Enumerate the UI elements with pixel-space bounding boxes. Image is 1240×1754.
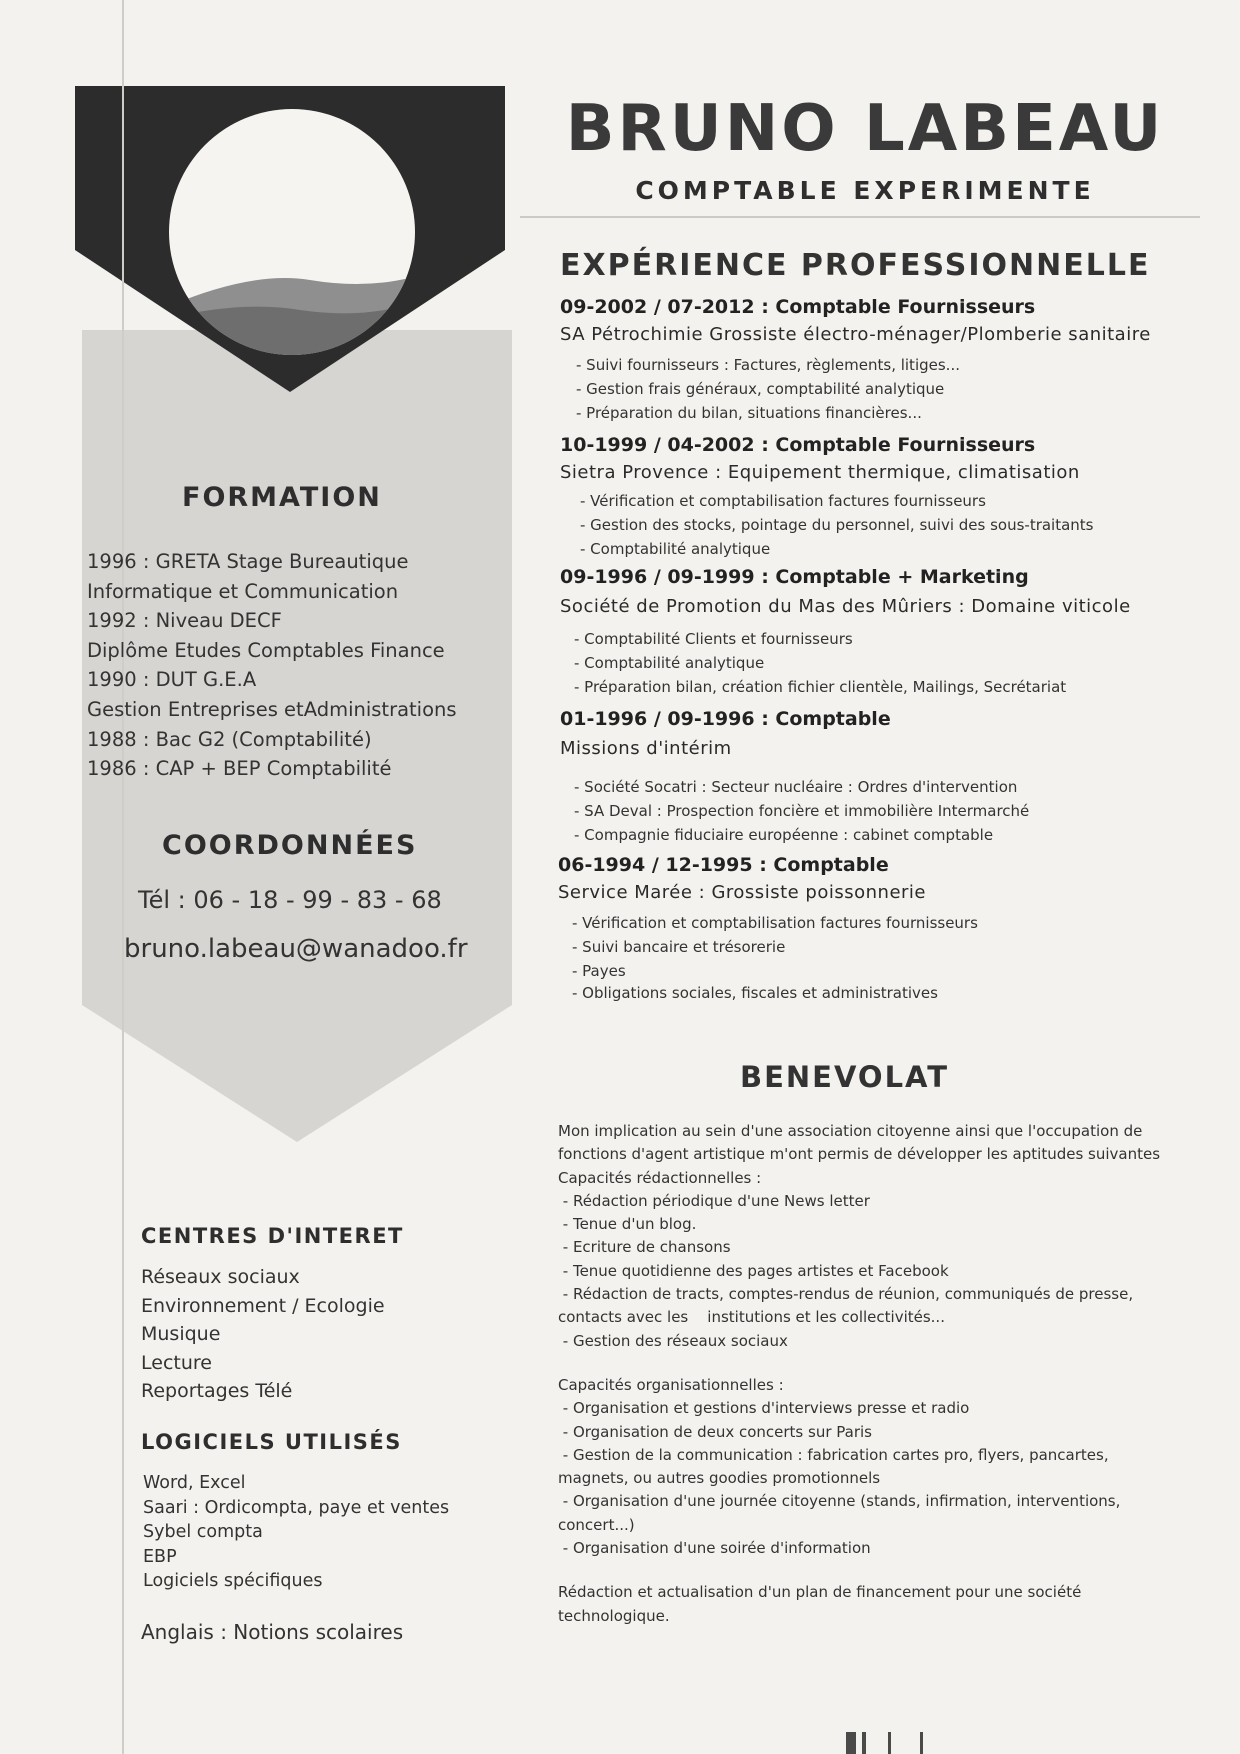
formation-line: Informatique et Communication xyxy=(87,579,399,603)
experience-section-title: EXPÉRIENCE PROFESSIONNELLE xyxy=(560,248,1151,283)
volunteer-line: technologique. xyxy=(558,1606,670,1625)
scan-mark xyxy=(888,1732,891,1754)
formation-line: Gestion Entreprises etAdministrations xyxy=(87,697,457,721)
volunteer-line: - Tenue d'un blog. xyxy=(558,1215,697,1234)
volunteer-line: - Organisation d'une soirée d'information xyxy=(558,1539,871,1558)
formation-line: 1992 : Niveau DECF xyxy=(87,609,282,633)
job-entry xyxy=(558,854,1210,1008)
job-task: - Vérification et comptabilisation factures fournisseurs xyxy=(572,914,978,932)
volunteer-line: concert...) xyxy=(558,1515,635,1534)
interests-section-title: CENTRES D'INTERET xyxy=(141,1224,404,1248)
formation-line: 1990 : DUT G.E.A xyxy=(87,668,257,692)
interest-item: Reportages Télé xyxy=(141,1380,293,1402)
volunteer-line: Capacités rédactionnelles : xyxy=(558,1168,762,1187)
volunteer-section-title: BENEVOLAT xyxy=(740,1060,950,1094)
volunteer-line: - Organisation d'une journée citoyenne (stands, infirmation, interventions, xyxy=(558,1492,1121,1511)
job-employer: Sietra Provence : Equipement thermique, climatisation xyxy=(560,462,1080,483)
candidate-name: BRUNO LABEAU xyxy=(565,92,1165,166)
software-section-title: LOGICIELS UTILISÉS xyxy=(141,1430,402,1454)
job-task: - Compagnie fiduciaire européenne : cabinet comptable xyxy=(574,826,994,844)
job-employer: SA Pétrochimie Grossiste électro-ménager/Plomberie sanitaire xyxy=(560,324,1151,345)
interest-item: Réseaux sociaux xyxy=(141,1266,300,1288)
language-skill: Anglais : Notions scolaires xyxy=(141,1620,404,1644)
formation-line: 1988 : Bac G2 (Comptabilité) xyxy=(87,727,372,751)
software-item: Logiciels spécifiques xyxy=(143,1571,323,1591)
volunteer-line: - Rédaction périodique d'une News letter xyxy=(558,1191,870,1210)
job-task: - Préparation bilan, création fichier clientèle, Mailings, Secrétariat xyxy=(574,678,1067,696)
volunteer-line: - Organisation de deux concerts sur Paris xyxy=(558,1422,872,1441)
job-task: - Comptabilité Clients et fournisseurs xyxy=(574,630,853,648)
software-list xyxy=(143,1473,449,1596)
volunteer-line: contacts avec les institutions et les collectivités... xyxy=(558,1308,945,1327)
job-employer: Société de Promotion du Mas des Mûriers : Domaine viticole xyxy=(560,596,1131,617)
job-task: - Obligations sociales, fiscales et administratives xyxy=(572,984,938,1002)
volunteer-line xyxy=(558,1562,1208,1583)
interest-item: Lecture xyxy=(141,1351,212,1374)
job-task: - Gestion frais généraux, comptabilité analytique xyxy=(576,380,945,398)
formation-section-title: FORMATION xyxy=(182,482,382,513)
volunteer-line: - Tenue quotidienne des pages artistes et Facebook xyxy=(558,1261,949,1280)
job-title: COMPTABLE EXPERIMENTE xyxy=(635,176,1095,205)
experience-list xyxy=(560,296,1210,1008)
job-entry xyxy=(560,434,1210,566)
volunteer-line: - Rédaction de tracts, comptes-rendus de réunion, communiqués de presse, xyxy=(558,1285,1134,1304)
software-item: Sybel compta xyxy=(143,1522,263,1542)
software-item: Saari : Ordicompta, paye et ventes xyxy=(143,1497,450,1518)
interest-item: Musique xyxy=(141,1323,221,1345)
job-entry xyxy=(560,566,1210,708)
formation-list xyxy=(87,550,507,787)
volunteer-line: Capacités organisationnelles : xyxy=(558,1375,784,1394)
email-address[interactable]: bruno.labeau@wanadoo.fr xyxy=(124,934,468,964)
job-task: - Suivi bancaire et trésorerie xyxy=(572,938,786,956)
volunteer-line: Mon implication au sein d'une association citoyenne ainsi que l'occupation de xyxy=(558,1122,1143,1140)
job-task: - Gestion des stocks, pointage du personnel, suivi des sous-traitants xyxy=(580,516,1094,534)
volunteer-line xyxy=(558,1355,1208,1376)
job-task: - Vérification et comptabilisation factures fournisseurs xyxy=(580,492,986,510)
job-employer: Service Marée : Grossiste poissonnerie xyxy=(558,882,926,903)
job-period-title: 09-2002 / 07-2012 : Comptable Fournisseurs xyxy=(560,296,1036,318)
page-fold-line xyxy=(122,0,124,1754)
job-period-title: 09-1996 / 09-1999 : Comptable + Marketing xyxy=(560,566,1029,588)
job-task: - Payes xyxy=(572,962,626,980)
scan-mark xyxy=(862,1732,866,1754)
volunteer-line: - Organisation et gestions d'interviews presse et radio xyxy=(558,1399,970,1418)
software-item: EBP xyxy=(143,1546,177,1567)
contact-section-title: COORDONNÉES xyxy=(162,830,418,861)
volunteer-line: fonctions d'agent artistique m'ont permis de développer les aptitudes suivantes xyxy=(558,1145,1161,1164)
job-period-title: 10-1999 / 04-2002 : Comptable Fournisseurs xyxy=(560,434,1036,456)
job-period-title: 01-1996 / 09-1996 : Comptable xyxy=(560,708,891,730)
phone-number: Tél : 06 - 18 - 99 - 83 - 68 xyxy=(138,886,442,914)
volunteer-line: - Gestion de la communication : fabrication cartes pro, flyers, pancartes, xyxy=(558,1445,1109,1464)
formation-line: 1986 : CAP + BEP Comptabilité xyxy=(87,757,392,781)
scan-mark xyxy=(846,1732,856,1754)
job-employer: Missions d'intérim xyxy=(560,738,732,759)
software-item: Word, Excel xyxy=(143,1473,246,1493)
volunteer-line: - Gestion des réseaux sociaux xyxy=(558,1331,788,1350)
scan-mark xyxy=(920,1732,923,1754)
job-task: - Préparation du bilan, situations financières... xyxy=(576,404,922,422)
volunteer-line: - Ecriture de chansons xyxy=(558,1238,731,1257)
job-task: - Suivi fournisseurs : Factures, règlements, litiges... xyxy=(576,356,960,374)
job-task: - Société Socatri : Secteur nucléaire : Ordres d'intervention xyxy=(574,778,1018,796)
job-task: - Comptabilité analytique xyxy=(574,654,765,672)
job-period-title: 06-1994 / 12-1995 : Comptable xyxy=(558,854,889,876)
volunteer-line: Rédaction et actualisation d'un plan de financement pour une société xyxy=(558,1583,1082,1602)
volunteer-line: magnets, ou autres goodies promotionnels xyxy=(558,1469,881,1488)
formation-line: Diplôme Etudes Comptables Finance xyxy=(87,638,445,662)
formation-line: 1996 : GRETA Stage Bureautique xyxy=(87,550,409,573)
interests-list xyxy=(141,1266,385,1409)
job-entry xyxy=(560,296,1210,434)
header-divider xyxy=(520,216,1200,218)
job-entry xyxy=(560,708,1210,854)
interest-item: Environnement / Ecologie xyxy=(141,1294,385,1317)
volunteer-text xyxy=(558,1122,1208,1630)
job-task: - Comptabilité analytique xyxy=(580,540,771,558)
job-task: - SA Deval : Prospection foncière et immobilière Intermarché xyxy=(574,802,1030,820)
